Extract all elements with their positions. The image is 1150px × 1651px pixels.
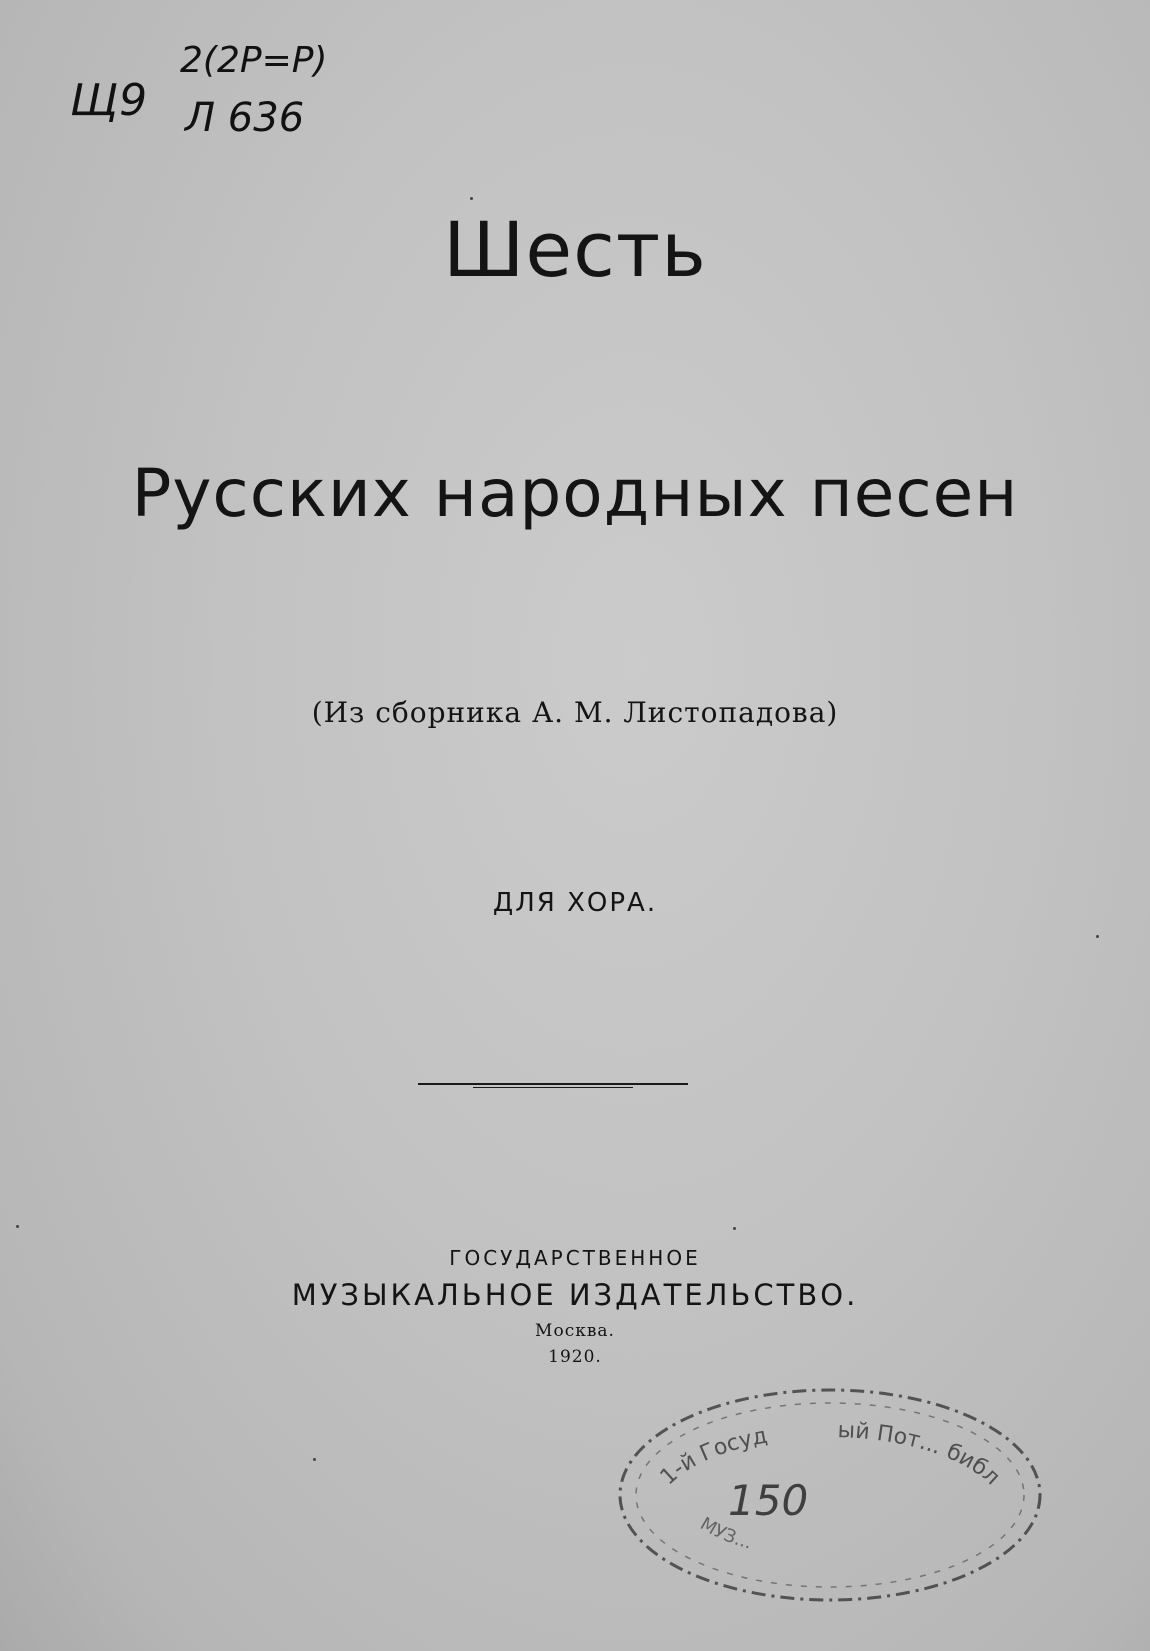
publisher-line-1: ГОСУДАРСТВЕННОЕ	[449, 1246, 701, 1270]
shelfmark-line-a: Щ9	[70, 75, 149, 126]
divider-line-bottom	[473, 1087, 633, 1088]
paper-speck	[1096, 935, 1099, 938]
title-line-2: Русских народных песен	[131, 455, 1019, 532]
publisher-city: Москва.	[535, 1321, 615, 1341]
stamp-bottom-text: МУЗ...	[696, 1513, 755, 1554]
shelfmark-line-b: 2(2Р=Р)	[180, 40, 328, 81]
publisher-line-2: МУЗЫКАЛЬНОЕ ИЗДАТЕЛЬСТВО.	[291, 1278, 859, 1312]
paper-speck	[313, 1458, 316, 1461]
paper-speck	[16, 1225, 19, 1228]
divider-rule	[418, 1083, 688, 1089]
shelfmark-line-c: Л 636	[185, 95, 305, 141]
subtitle: (Из сборника А. М. Листопадова)	[311, 696, 839, 729]
purpose-line: ДЛЯ ХОРА.	[492, 888, 658, 918]
stamp-arc-text-right: ый Пот... библ	[837, 1417, 1005, 1491]
handwritten-shelfmark	[70, 40, 370, 150]
stamp-arc-text-left: 1-й Госуд	[655, 1423, 770, 1491]
publication-year: 1920.	[548, 1347, 602, 1367]
title-line-1: Шесть	[443, 205, 707, 294]
library-stamp-graphic	[610, 1380, 1050, 1610]
divider-line-top	[418, 1083, 688, 1085]
paper-speck	[470, 197, 473, 200]
stamp-number: 150	[728, 1476, 809, 1525]
library-stamp	[610, 1380, 1050, 1610]
paper-speck	[733, 1227, 736, 1230]
